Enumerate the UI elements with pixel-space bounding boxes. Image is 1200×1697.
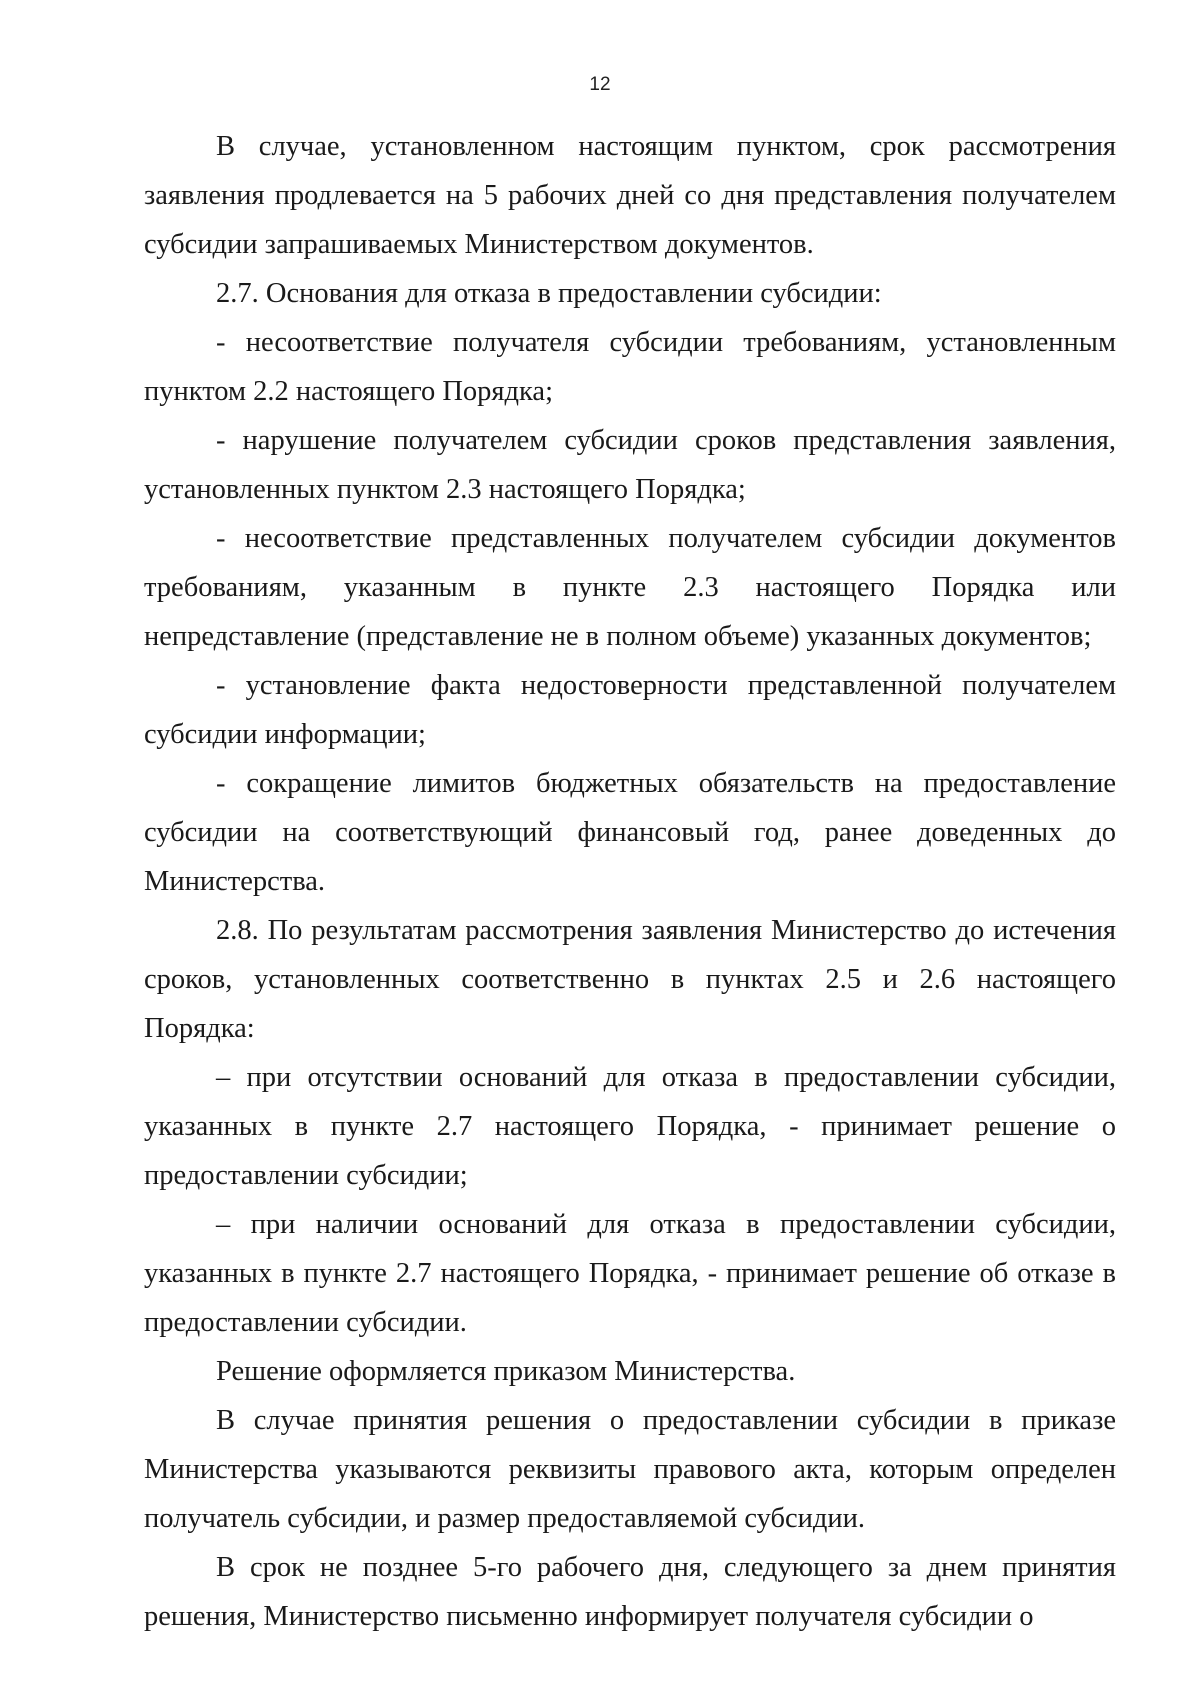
list-item-decision-refuse: – при наличии оснований для отказа в предоставлении субсидии, указанных в пункте 2.7 настоящего Порядка, - принимает решение об отказе в предоставлении субсидии. <box>144 1209 1116 1338</box>
paragraph-2-8: 2.8. По результатам рассмотрения заявления Министерство до истечения сроков, установленных соответственно в пунктах 2.5 и 2.6 настоящего Порядка: <box>144 915 1116 1044</box>
paragraph-decision-order: Решение оформляется приказом Министерства. <box>216 1356 796 1387</box>
document-body <box>144 122 1116 1641</box>
paragraph-order-details: В случае принятия решения о предоставлении субсидии в приказе Министерства указываются реквизиты правового акта, которым определен получатель субсидии, и размер предоставляемой субсидии. <box>144 1405 1116 1534</box>
list-item-budget-reduction: - сокращение лимитов бюджетных обязательств на предоставление субсидии на соответствующий финансовый год, ранее доведенных до Министерства. <box>144 768 1116 897</box>
list-item-deadline-violation: - нарушение получателем субсидии сроков представления заявления, установленных пунктом 2.3 настоящего Порядка; <box>144 425 1116 505</box>
paragraph-notification: В срок не позднее 5-го рабочего дня, следующего за днем принятия решения, Министерство письменно информирует получателя субсидии о <box>144 1552 1116 1632</box>
list-item-false-information: - установление факта недостоверности представленной получателем субсидии информации; <box>144 670 1116 750</box>
paragraph-term-extension: В случае, установленном настоящим пунктом, срок рассмотрения заявления продлевается на 5 рабочих дней со дня представления получателем субсидии запрашиваемых Министерством документов. <box>144 131 1116 260</box>
page-number: 12 <box>589 74 611 95</box>
list-item-decision-grant: – при отсутствии оснований для отказа в предоставлении субсидии, указанных в пункте 2.7 настоящего Порядка, - принимает решение о предоставлении субсидии; <box>144 1062 1116 1191</box>
list-item-requirements-mismatch: - несоответствие получателя субсидии требованиям, установленным пунктом 2.2 настоящего Порядка; <box>144 327 1116 407</box>
paragraph-2-7-heading: 2.7. Основания для отказа в предоставлении субсидии: <box>216 278 882 309</box>
list-item-documents-mismatch: - несоответствие представленных получателем субсидии документов требованиям, указанным в пункте 2.3 настоящего Порядка или непредставление (представление не в полном объеме) указанных документов; <box>144 523 1116 652</box>
